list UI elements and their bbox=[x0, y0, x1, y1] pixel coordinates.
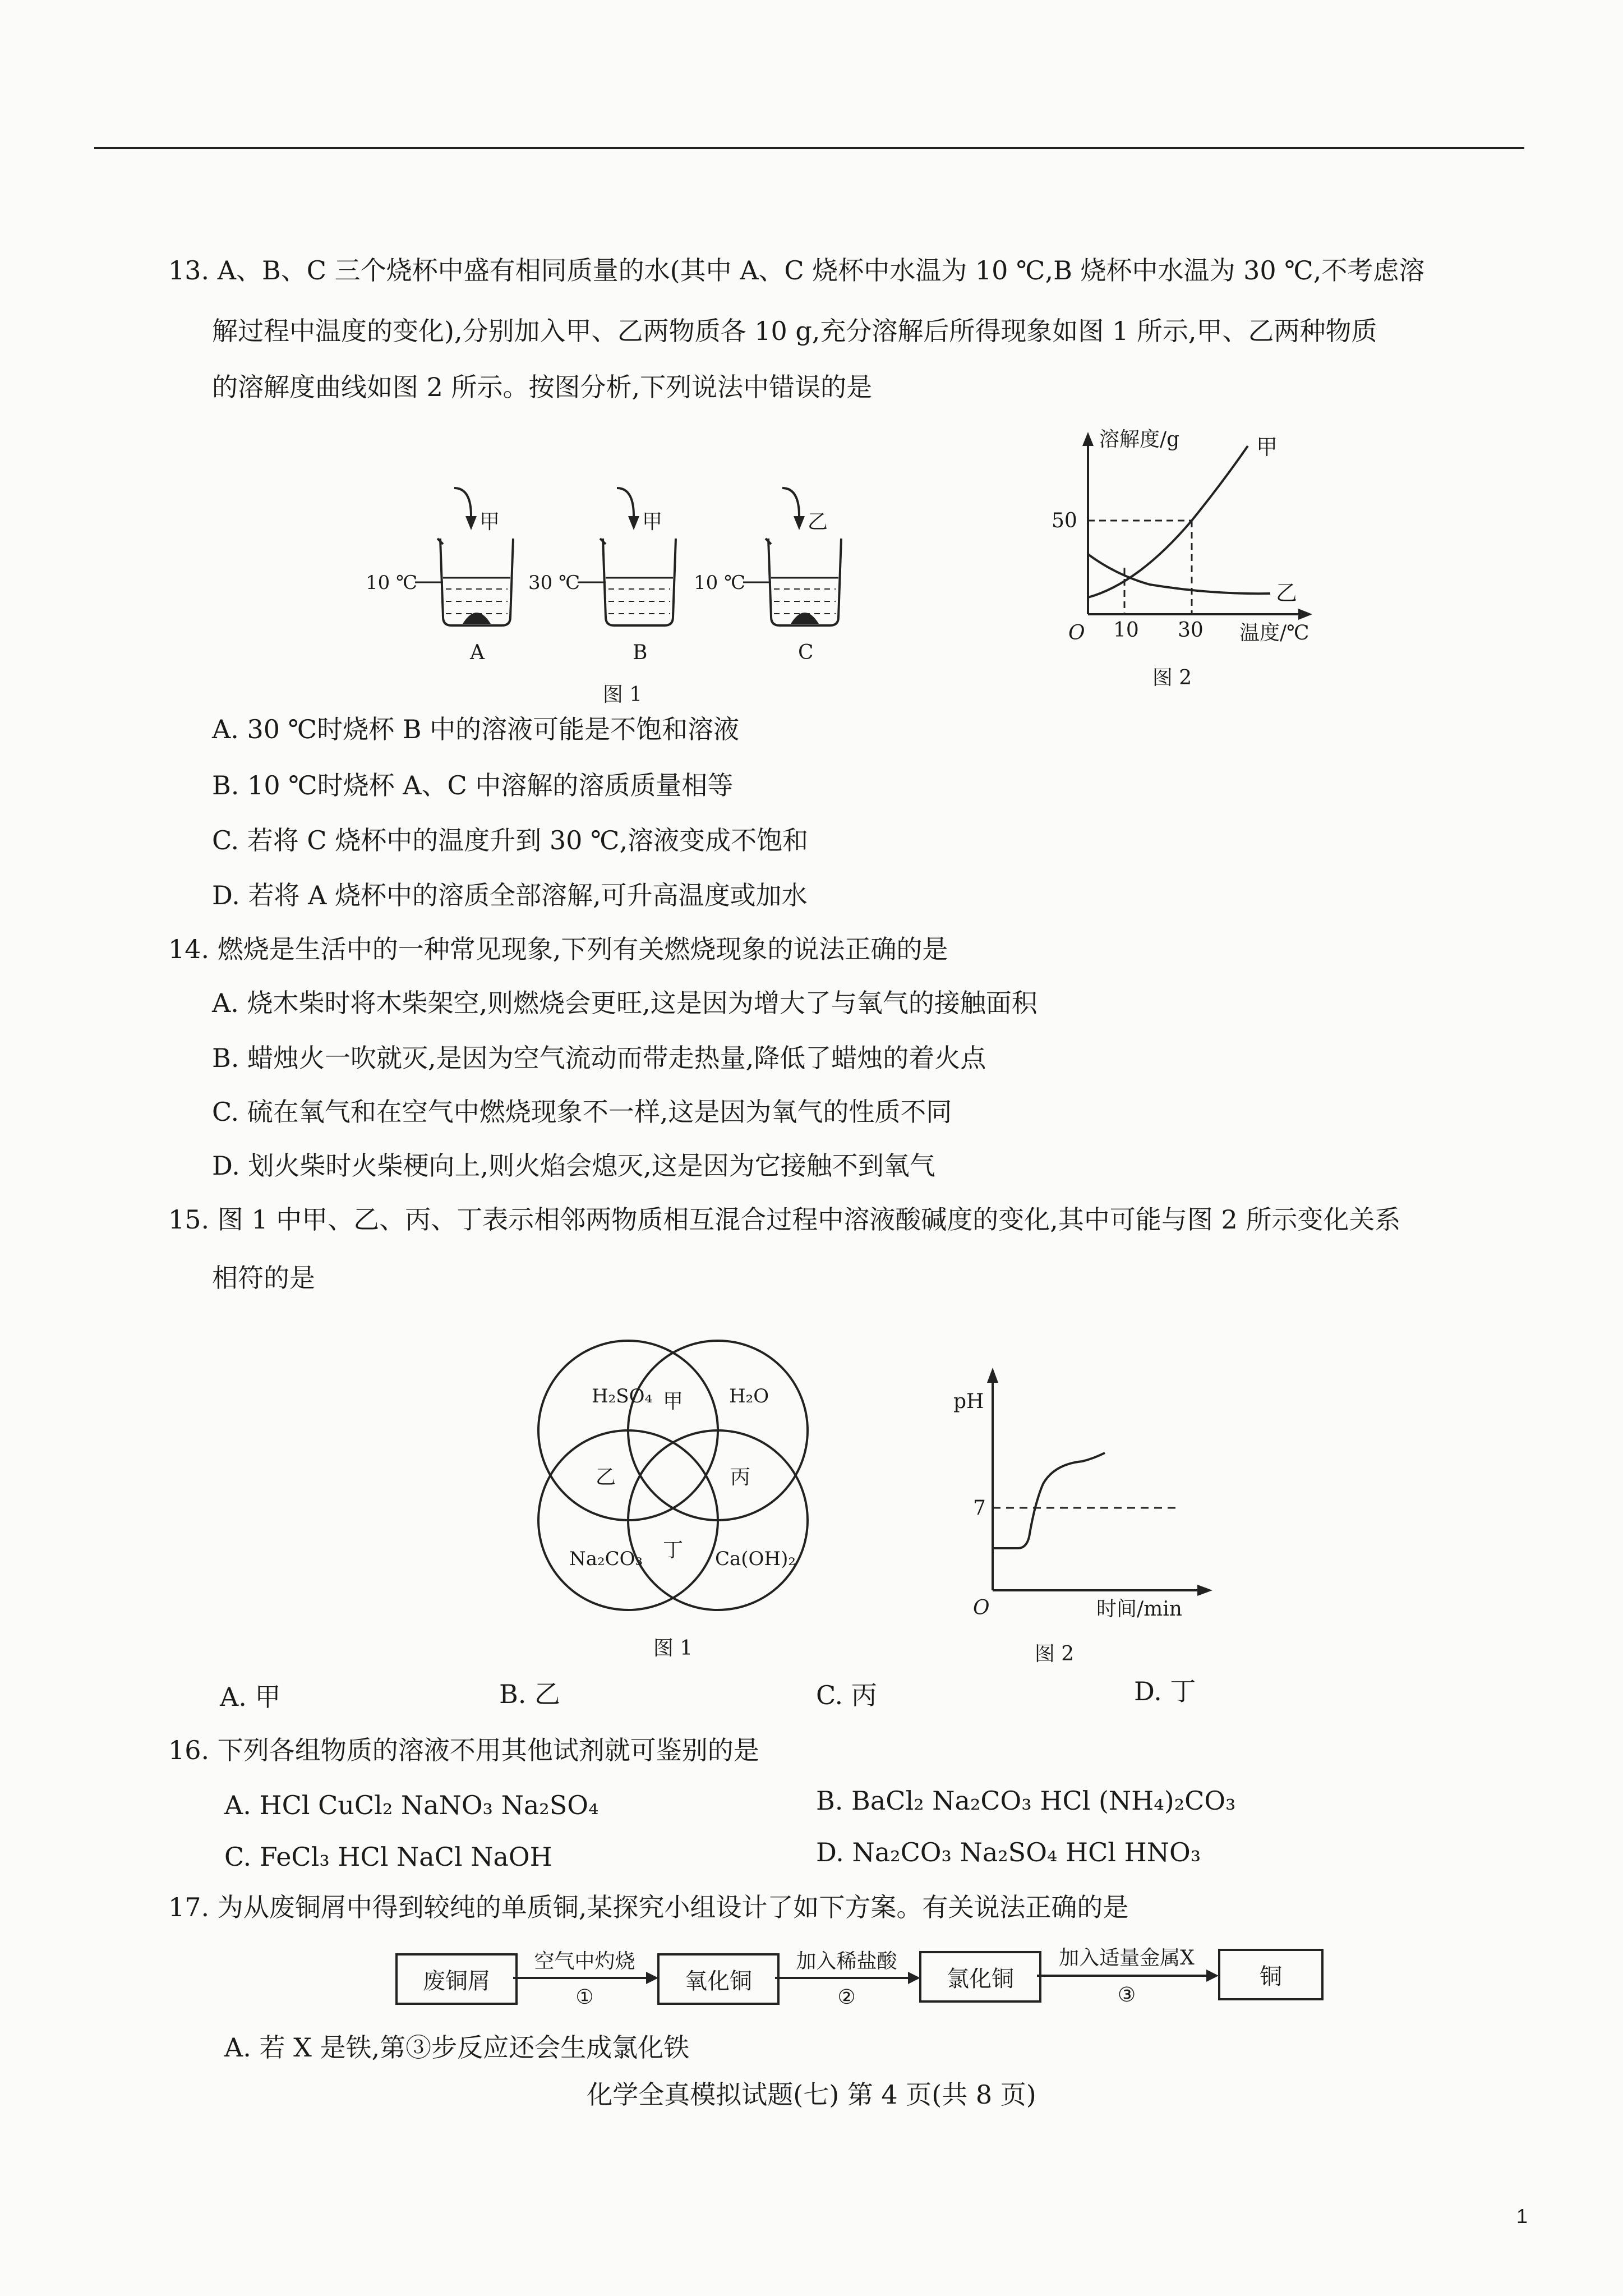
label-bing: 丙 bbox=[730, 1466, 751, 1489]
beaker-a-temp: 10 ℃ bbox=[366, 572, 418, 594]
fig2-ytick-50: 50 bbox=[1052, 509, 1077, 532]
beaker-c bbox=[694, 488, 841, 664]
q14-option-d: D. 划火柴时火柴梗向上,则火焰会熄灭,这是因为它接触不到氧气 bbox=[212, 1151, 935, 1181]
fig2-series-yi-label: 乙 bbox=[1276, 581, 1298, 605]
beaker-a-label: A bbox=[470, 641, 485, 664]
label-na2co3: Na₂CO₃ bbox=[569, 1548, 643, 1570]
fig2-curve-yi bbox=[1088, 554, 1270, 593]
beaker-a-substance: 甲 bbox=[479, 510, 500, 533]
beaker-b-label: B bbox=[633, 641, 648, 664]
fig2-xtick-30: 30 bbox=[1178, 619, 1204, 642]
ph-origin: O bbox=[973, 1596, 990, 1619]
label-yi: 乙 bbox=[595, 1466, 616, 1489]
q15-option-b: B. 乙 bbox=[499, 1679, 561, 1709]
q13-option-d: D. 若将 A 烧杯中的溶质全部溶解,可升高温度或加水 bbox=[212, 880, 808, 910]
flow-arrow-1 bbox=[513, 1977, 656, 1979]
label-caoh2: Ca(OH)₂ bbox=[715, 1548, 796, 1570]
fig2-origin: O bbox=[1068, 622, 1085, 645]
beaker-a bbox=[366, 488, 513, 664]
q14-stem: 14. 燃烧是生活中的一种常见现象,下列有关燃烧现象的说法正确的是 bbox=[168, 934, 948, 964]
q15-figure-1-circles bbox=[516, 1318, 852, 1677]
header-rule bbox=[94, 147, 1524, 149]
flow-arrow-3-label: 加入适量金属X bbox=[1059, 1947, 1195, 1970]
ph-curve bbox=[994, 1453, 1105, 1548]
q13-figure-1-caption: 图 1 bbox=[602, 683, 643, 706]
fig2-series-jia-label: 甲 bbox=[1256, 435, 1278, 459]
q14-option-a: A. 烧木柴时将木柴架空,则燃烧会更旺,这是因为增大了与氧气的接触面积 bbox=[212, 988, 1038, 1018]
flow-step-3: ③ bbox=[1117, 1984, 1136, 2007]
q16-option-d: D. Na₂CO₃ Na₂SO₄ HCl HNO₃ bbox=[816, 1837, 1201, 1867]
flow-arrow-1-label: 空气中灼烧 bbox=[534, 1950, 635, 1973]
flow-box-copper: 铜 bbox=[1218, 1949, 1324, 2000]
label-h2o: H₂O bbox=[729, 1385, 769, 1407]
q17-option-a: A. 若 X 是铁,第③步反应还会生成氯化铁 bbox=[224, 2032, 690, 2063]
beaker-c-temp: 10 ℃ bbox=[694, 572, 746, 594]
q15-option-a: A. 甲 bbox=[220, 1682, 281, 1712]
flow-step-2: ② bbox=[837, 1986, 856, 2009]
beaker-b-temp: 30 ℃ bbox=[528, 572, 580, 594]
q13-figure-2-caption: 图 2 bbox=[1152, 666, 1192, 689]
q15-stem-line-2: 相符的是 bbox=[212, 1263, 315, 1293]
label-ding: 丁 bbox=[662, 1539, 684, 1562]
q15-figure-2-ph bbox=[942, 1358, 1234, 1677]
q14-option-c: C. 硫在氧气和在空气中燃烧现象不一样,这是因为氧气的性质不同 bbox=[212, 1097, 952, 1127]
label-jia: 甲 bbox=[662, 1390, 684, 1413]
beaker-b bbox=[528, 488, 676, 664]
q14-option-b: B. 蜡烛火一吹就灭,是因为空气流动而带走热量,降低了蜡烛的着火点 bbox=[212, 1043, 986, 1073]
q13-figure-1-beakers bbox=[359, 477, 886, 712]
q16-option-a: A. HCl CuCl₂ NaNO₃ Na₂SO₄ bbox=[224, 1790, 599, 1820]
ph-xlabel: 时间/min bbox=[1096, 1598, 1182, 1621]
label-h2so4: H₂SO₄ bbox=[592, 1385, 653, 1407]
q15-figure-1-caption: 图 1 bbox=[653, 1637, 693, 1660]
flow-arrow-2-label: 加入稀盐酸 bbox=[796, 1950, 897, 1973]
page-number: 1 bbox=[1516, 2205, 1528, 2228]
q15-stem-line-1: 15. 图 1 中甲、乙、丙、丁表示相邻两物质相互混合过程中溶液酸碱度的变化,其中可能与图 2 所示变化关系 bbox=[168, 1204, 1401, 1235]
flow-step-1: ① bbox=[575, 1986, 594, 2009]
q13-stem-line-3: 的溶解度曲线如图 2 所示。按图分析,下列说法中错误的是 bbox=[212, 372, 873, 402]
flow-arrow-3 bbox=[1037, 1975, 1216, 1977]
fig2-curve-jia bbox=[1088, 446, 1248, 597]
fig2-ylabel: 溶解度/g bbox=[1099, 428, 1180, 451]
flow-box-scrap-copper: 废铜屑 bbox=[395, 1953, 518, 2005]
q13-option-c: C. 若将 C 烧杯中的温度升到 30 ℃,溶液变成不饱和 bbox=[212, 825, 809, 855]
flow-box-copper-oxide: 氧化铜 bbox=[657, 1953, 780, 2005]
ph-ytick-7: 7 bbox=[973, 1497, 986, 1520]
q13-stem-line-2: 解过程中温度的变化),分别加入甲、乙两物质各 10 g,充分溶解后所得现象如图 1 所示,甲、乙两种物质 bbox=[212, 316, 1377, 346]
q13-option-a: A. 30 ℃时烧杯 B 中的溶液可能是不饱和溶液 bbox=[212, 714, 740, 744]
q13-stem-line-1: 13. A、B、C 三个烧杯中盛有相同质量的水(其中 A、C 烧杯中水温为 10 ℃,B 烧杯中水温为 30 ℃,不考虑溶 bbox=[168, 255, 1425, 286]
flow-box-copper-chloride: 氯化铜 bbox=[919, 1951, 1041, 2003]
q15-option-d: D. 丁 bbox=[1134, 1676, 1196, 1706]
q16-stem: 16. 下列各组物质的溶液不用其他试剂就可鉴别的是 bbox=[168, 1735, 759, 1765]
q13-figure-2-solubility bbox=[1054, 415, 1368, 707]
flow-arrow-2 bbox=[775, 1977, 918, 1979]
beaker-b-substance: 甲 bbox=[642, 510, 663, 533]
beaker-c-substance: 乙 bbox=[808, 510, 828, 533]
beaker-c-label: C bbox=[798, 641, 814, 664]
fig2-xtick-10: 10 bbox=[1113, 619, 1139, 642]
page-footer: 化学全真模拟试题(七) 第 4 页(共 8 页) bbox=[587, 2079, 1036, 2110]
fig2-xlabel: 温度/℃ bbox=[1239, 622, 1310, 645]
q15-figure-2-caption: 图 2 bbox=[1034, 1642, 1075, 1665]
q13-option-b: B. 10 ℃时烧杯 A、C 中溶解的溶质质量相等 bbox=[212, 770, 734, 800]
q16-option-b: B. BaCl₂ Na₂CO₃ HCl (NH₄)₂CO₃ bbox=[816, 1786, 1236, 1816]
ph-ylabel: pH bbox=[953, 1390, 984, 1413]
q16-option-c: C. FeCl₃ HCl NaCl NaOH bbox=[224, 1842, 552, 1872]
q17-stem: 17. 为从废铜屑中得到较纯的单质铜,某探究小组设计了如下方案。有关说法正确的是 bbox=[168, 1892, 1129, 1922]
q15-option-c: C. 丙 bbox=[816, 1680, 877, 1710]
